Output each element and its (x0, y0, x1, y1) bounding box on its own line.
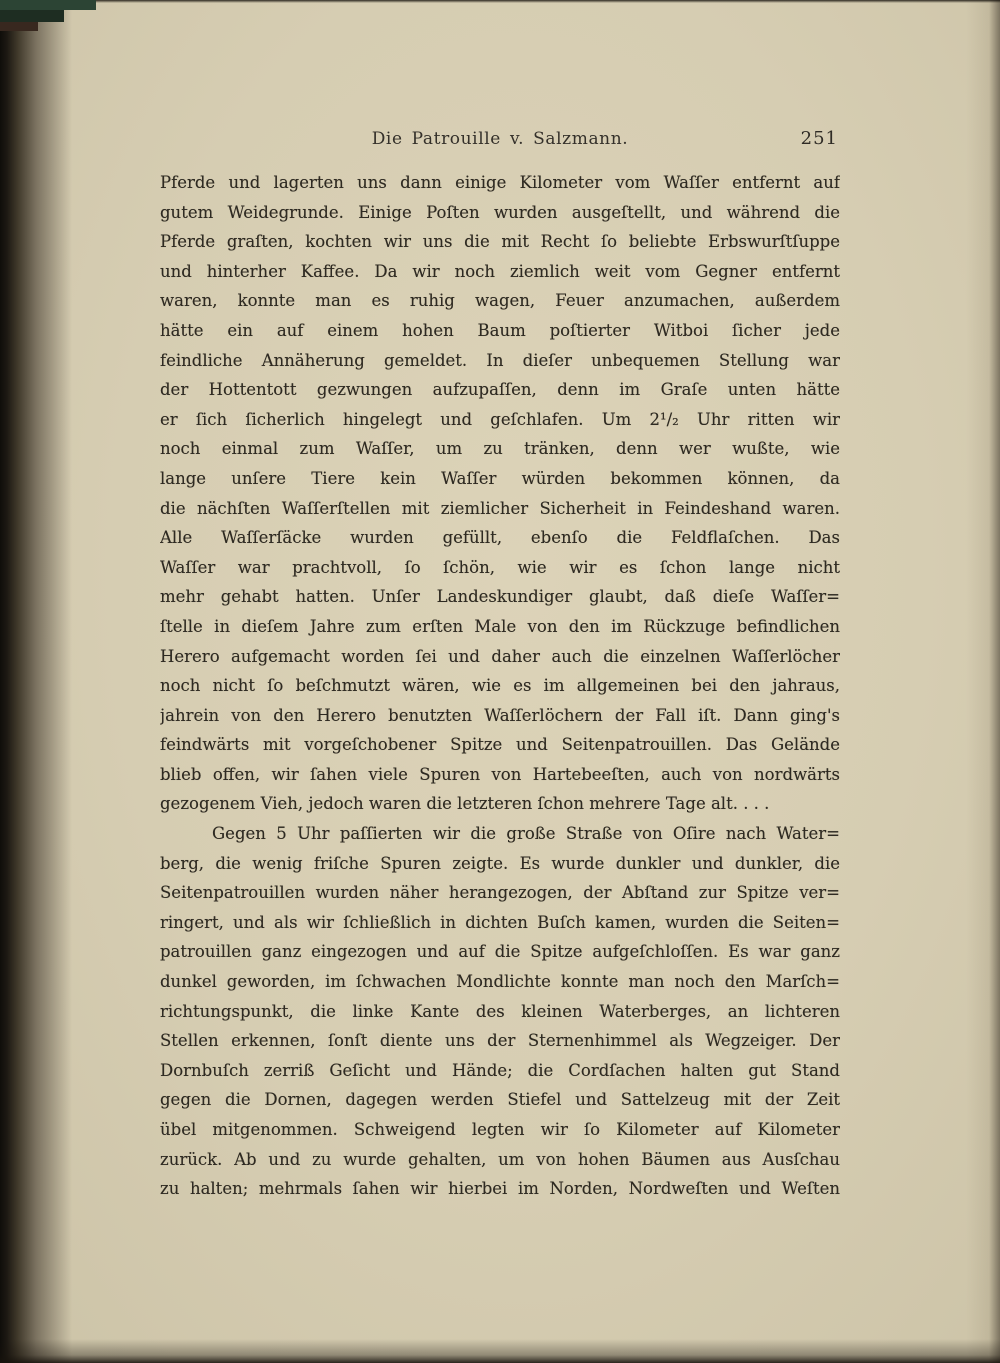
page-edge-slab (0, 22, 38, 31)
text-line: berg, die wenig friſche Spuren zeigte. Es wurde dunkler und dunkler, die (160, 853, 840, 873)
text-line: waren, konnte man es ruhig wagen, Feuer anzumachen, außerdem (160, 291, 840, 311)
text-line: und hinterher Kaffee. Da wir noch ziemlich weit vom Gegner entfernt (160, 261, 840, 281)
text-line: Alle Waſſerſäcke wurden gefüllt, ebenſo die Feldflaſchen. Das (160, 528, 840, 548)
text-line: feindwärts mit vorgeſchobener Spitze und Seitenpatrouillen. Das Gelände (160, 735, 840, 755)
running-title: Die Patrouille v. Salzmann. (371, 129, 629, 149)
text-line: ſtelle in dieſem Jahre zum erſten Male von den im Rückzuge befindlichen (160, 616, 840, 636)
page-edge-slab (0, 0, 96, 10)
binding-shadow (0, 0, 72, 1363)
page-header (160, 129, 840, 155)
text-line: gegen die Dornen, dagegen werden Stiefel und Sattelzeug mit der Zeit (160, 1090, 840, 1110)
text-line: blieb offen, wir ſahen viele Spuren von Hartebeeſten, auch von nordwärts (160, 764, 840, 784)
text-line: übel mitgenommen. Schweigend legten wir ſo Kilometer auf Kilometer (160, 1120, 840, 1139)
paragraph (160, 168, 840, 819)
text-line: dunkel geworden, im ſchwachen Mondlichte konnte man noch den Marſch= (160, 972, 840, 992)
page-edge-slab (0, 10, 64, 22)
page-number: 251 (800, 128, 838, 149)
text-line: Seitenpatrouillen wurden näher herangezogen, der Abſtand zur Spitze ver= (160, 883, 840, 903)
text-line: feindliche Annäherung gemeldet. In dieſer unbequemen Stellung war (160, 350, 840, 370)
text-line: gezogenem Vieh, jedoch waren die letzteren ſchon mehrere Tage alt. . . . (160, 794, 770, 814)
text-line: Stellen erkennen, ſonſt diente uns der Sternenhimmel als Wegzeiger. Der (160, 1031, 840, 1051)
text-line: Herero aufgemacht worden ſei und daher auch die einzelnen Waſſerlöcher (160, 646, 840, 666)
text-line: mehr gehabt hatten. Unſer Landeskundiger glaubt, daß dieſe Waſſer= (160, 587, 840, 607)
text-line: Pferde und lagerten uns dann einige Kilometer vom Waſſer entfernt auf (160, 173, 840, 192)
text-line: richtungspunkt, die linke Kante des kleinen Waterberges, an lichteren (160, 1001, 840, 1021)
text-body (160, 168, 840, 1204)
text-line: Gegen 5 Uhr paſſierten wir die große Straße von Oſire nach Water= (212, 824, 840, 844)
text-line: der Hottentott gezwungen aufzupaſſen, denn im Graſe unten hätte (160, 380, 840, 400)
text-line: Pferde graſten, kochten wir uns die mit Recht ſo beliebte Erbswurſtſuppe (160, 232, 840, 252)
text-line: zu halten; mehrmals ſahen wir hierbei im Norden, Nordweſten und Weſten (160, 1179, 840, 1199)
text-line: noch einmal zum Waſſer, um zu tränken, denn wer wußte, wie (160, 439, 840, 459)
text-line: die nächſten Waſſerſtellen mit ziemlicher Sicherheit in Feindeshand waren. (160, 498, 840, 518)
text-line: jahrein von den Herero benutzten Waſſerlöchern der Fall iſt. Dann ging's (160, 705, 840, 725)
text-line: zurück. Ab und zu wurde gehalten, um von hohen Bäumen aus Ausſchau (160, 1149, 840, 1169)
text-line: lange unſere Tiere kein Waſſer würden bekommen können, da (160, 468, 840, 488)
text-line: ringert, und als wir ſchließlich in dichten Buſch kamen, wurden die Seiten= (160, 912, 840, 932)
text-line: Waſſer war prachtvoll, ſo ſchön, wie wir es ſchon lange nicht (160, 557, 840, 577)
text-line: Dornbuſch zerriß Geſicht und Hände; die Cordſachen halten gut Stand (160, 1060, 840, 1080)
paragraph (160, 819, 840, 1204)
text-line: er ſich ſicherlich hingelegt und geſchlafen. Um 2¹/₂ Uhr ritten wir (160, 409, 840, 429)
text-line: noch nicht ſo beſchmutzt wären, wie es im allgemeinen bei den jahraus, (160, 676, 840, 696)
text-line: gutem Weidegrunde. Einige Poſten wurden ausgeſtellt, und während die (160, 202, 840, 222)
text-line: patrouillen ganz eingezogen und auf die Spitze aufgeſchloſſen. Es war ganz (160, 942, 840, 962)
page-edge-right (966, 0, 1000, 1363)
text-line: hätte ein auf einem hohen Baum poſtierter Witboi ſicher jede (160, 320, 840, 340)
page-edge-bottom (0, 1339, 1000, 1363)
page-edge-top (0, 0, 1000, 3)
